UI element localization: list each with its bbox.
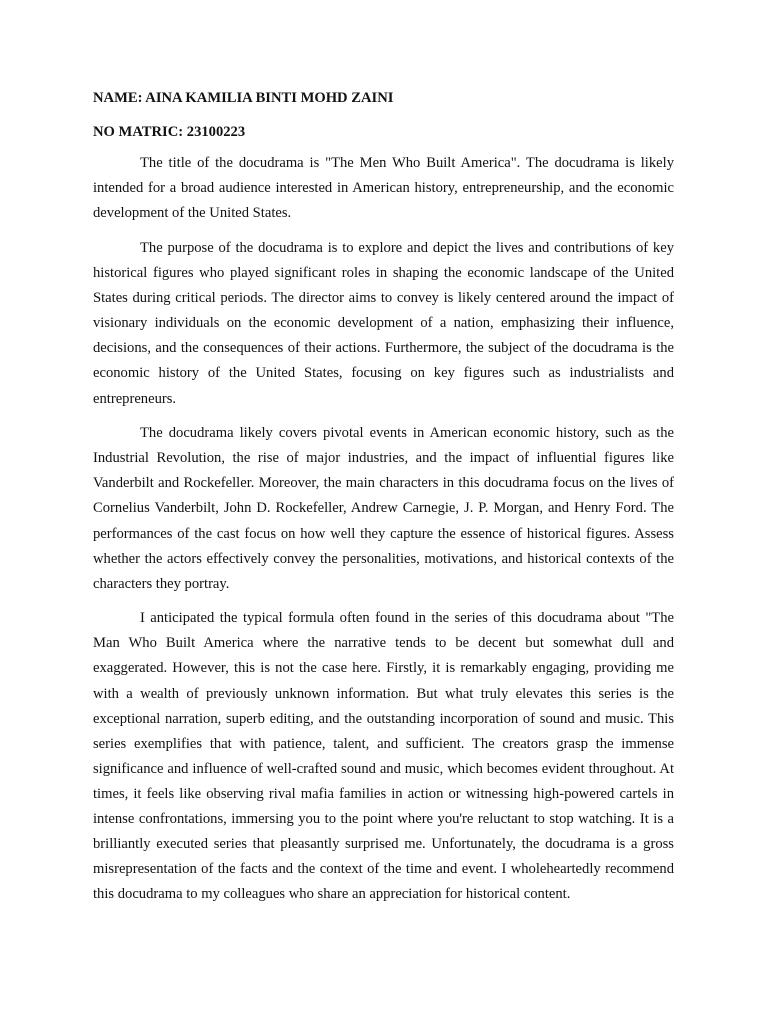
paragraph-review: I anticipated the typical formula often found in the series of this docudrama about "The Man Who Built America where the narrative tends to be decent but somewhat dull and exaggerated. However, this is not the case here. Firstly, it is remarkably engaging, providing me with a wealth of previously unknown information. But what truly elevates this series is the exceptional narration, superb editing, and the outstanding incorporation of sound and music. This series exemplifies that with patience, talent, and sufficient. The creators grasp the immense significance and influence of well-crafted sound and music, which becomes evident throughout. At times, it feels like observing rival mafia families in action or witnessing high-powered cartels in intense confrontations, immersing you to the point where you're reluctant to stop watching. It is a brilliantly executed series that pleasantly surprised me. Unfortunately, the docudrama is a gross misrepresentation of the facts and the context of the time and event. I wholeheartedly recommend this docudrama to my colleagues who share an appreciation for historical content. xyxy=(93,610,674,903)
document-page xyxy=(93,86,674,907)
paragraph-purpose: The purpose of the docudrama is to explore and depict the lives and contributions of key historical figures who played significant roles in shaping the economic landscape of the United States during critical periods. The director aims to convey is likely centered around the impact of visionary individuals on the economic development of a nation, emphasizing their influence, decisions, and the consequences of their actions. Furthermore, the subject of the docudrama is the economic history of the United States, focusing on key figures such as industrialists and entrepreneurs. xyxy=(93,239,674,407)
matric-number: NO MATRIC: 23100223 xyxy=(93,124,246,141)
student-name: NAME: AINA KAMILIA BINTI MOHD ZAINI xyxy=(93,90,394,106)
paragraph-events-characters: The docudrama likely covers pivotal events in American economic history, such as the Industrial Revolution, the rise of major industries, and the impact of influential figures like Vanderbilt and Rockefeller. Moreover, the main characters in this docudrama focus on the lives of Cornelius Vanderbilt, John D. Rockefeller, Andrew Carnegie, J. P. Morgan, and Henry Ford. The performances of the cast focus on how well they capture the essence of historical figures. Assess whether the actors effectively convey the personalities, motivations, and historical contexts of the characters they portray. xyxy=(93,425,674,592)
paragraph-title-audience: The title of the docudrama is "The Men Who Built America". The docudrama is likely intended for a broad audience interested in American history, entrepreneurship, and the economic development of the United States. xyxy=(93,155,674,222)
student-info-header xyxy=(93,86,674,145)
